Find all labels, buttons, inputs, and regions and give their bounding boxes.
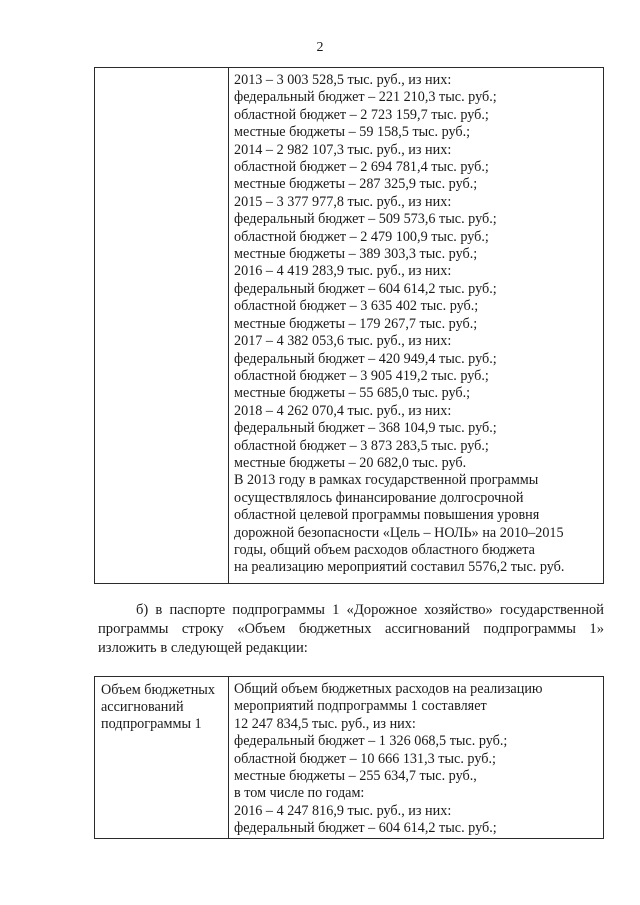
text-line: местные бюджеты – 55 685,0 тыс. руб.;: [234, 385, 471, 402]
text-line: местные бюджеты – 20 682,0 тыс. руб.: [234, 454, 467, 471]
allocation-text: [229, 677, 603, 838]
table-left-cell: [95, 677, 229, 839]
table-right-cell: [229, 68, 604, 584]
text-line: областной бюджет – 2 694 781,4 тыс. руб.;: [234, 159, 489, 176]
text-line: местные бюджеты – 255 634,7 тыс. руб.,: [234, 768, 477, 785]
text-line: областной целевой программы повышения уровня: [234, 507, 540, 524]
text-line: местные бюджеты – 389 303,3 тыс. руб.;: [234, 246, 478, 263]
text-line: федеральный бюджет – 604 614,2 тыс. руб.;: [234, 280, 497, 297]
paragraph-line: б) в паспорте подпрограммы 1 «Дорожное хозяйство» государственной: [136, 602, 604, 618]
label-line: подпрограммы 1: [101, 716, 202, 733]
paragraph-line: программы строку «Объем бюджетных ассигнований подпрограммы 1»: [98, 621, 604, 637]
label-line: ассигнований: [101, 699, 184, 716]
text-line: федеральный бюджет – 1 326 068,5 тыс. руб.;: [234, 733, 508, 750]
text-line: 2016 – 4 247 816,9 тыс. руб., из них:: [234, 802, 452, 819]
table-row: [95, 68, 604, 584]
text-line: местные бюджеты – 287 325,9 тыс. руб.;: [234, 176, 478, 193]
text-line: 2018 – 4 262 070,4 тыс. руб., из них:: [234, 402, 452, 419]
text-line: мероприятий подпрограммы 1 составляет: [234, 698, 487, 715]
text-line: в том числе по годам:: [234, 785, 365, 802]
funding-table-continued: [94, 67, 604, 584]
table-right-cell: [229, 677, 604, 839]
page-number: 2: [316, 40, 324, 55]
text-line: федеральный бюджет – 420 949,4 тыс. руб.;: [234, 350, 497, 367]
table-left-cell: [95, 68, 229, 584]
row-label: [95, 677, 228, 734]
text-line: 2014 – 2 982 107,3 тыс. руб., из них:: [234, 141, 452, 158]
text-line: Общий объем бюджетных расходов на реализацию: [234, 681, 543, 697]
text-line: осуществлялось финансирование долгосрочной: [234, 489, 524, 506]
text-line: федеральный бюджет – 221 210,3 тыс. руб.;: [234, 89, 497, 106]
text-line: 2013 – 3 003 528,5 тыс. руб., из них:: [234, 72, 452, 88]
funding-text: [229, 68, 603, 577]
text-line: местные бюджеты – 59 158,5 тыс. руб.;: [234, 124, 471, 141]
text-line: 12 247 834,5 тыс. руб., из них:: [234, 715, 416, 732]
text-line: федеральный бюджет – 604 614,2 тыс. руб.;: [234, 820, 497, 837]
text-line: на реализацию мероприятий составил 5576,2 тыс. руб.: [234, 559, 565, 576]
text-line: областной бюджет – 3 873 283,5 тыс. руб.;: [234, 437, 489, 454]
text-line: федеральный бюджет – 368 104,9 тыс. руб.;: [234, 420, 497, 437]
text-line: В 2013 году в рамках государственной программы: [234, 472, 539, 489]
text-line: областной бюджет – 10 666 131,3 тыс. руб.;: [234, 750, 496, 767]
text-line: областной бюджет – 3 635 402 тыс. руб.;: [234, 298, 479, 315]
text-line: областной бюджет – 3 905 419,2 тыс. руб.;: [234, 367, 489, 384]
budget-allocation-table: [94, 676, 604, 839]
text-line: 2015 – 3 377 977,8 тыс. руб., из них:: [234, 193, 452, 210]
label-line: Объем бюджетных: [101, 682, 215, 698]
text-line: 2017 – 4 382 053,6 тыс. руб., из них:: [234, 333, 452, 350]
text-line: 2016 – 4 419 283,9 тыс. руб., из них:: [234, 263, 452, 280]
table-row: [95, 677, 604, 839]
paragraph-line: изложить в следующей редакции:: [98, 640, 308, 656]
text-line: областной бюджет – 2 723 159,7 тыс. руб.;: [234, 106, 489, 123]
text-line: местные бюджеты – 179 267,7 тыс. руб.;: [234, 315, 478, 332]
text-line: областной бюджет – 2 479 100,9 тыс. руб.;: [234, 228, 489, 245]
text-line: дорожной безопасности «Цель – НОЛЬ» на 2010–2015: [234, 524, 564, 541]
text-line: федеральный бюджет – 509 573,6 тыс. руб.;: [234, 211, 497, 228]
amendment-paragraph: [98, 601, 604, 658]
text-line: годы, общий объем расходов областного бюджета: [234, 541, 535, 558]
